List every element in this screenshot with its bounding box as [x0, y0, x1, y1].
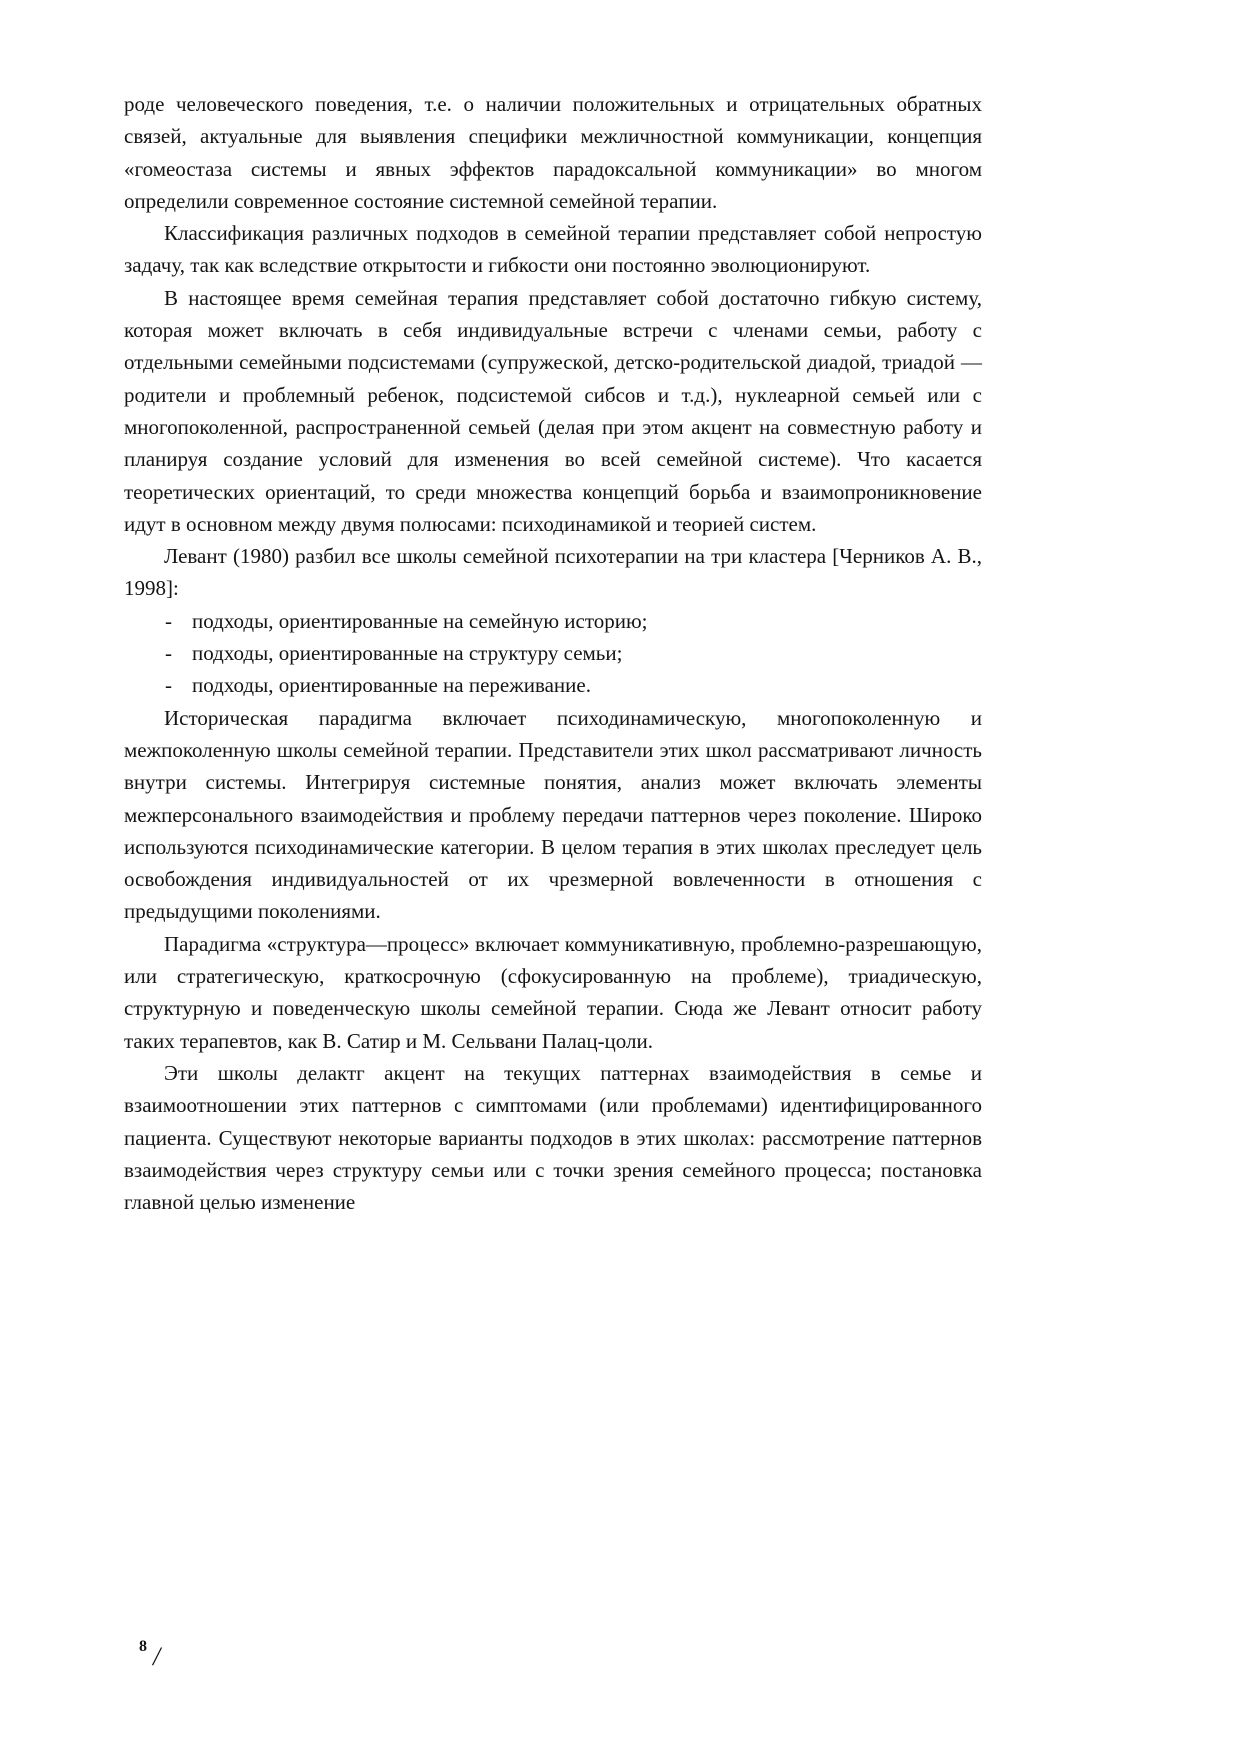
- paragraph: Эти школы делактг акцент на текущих паттернах взаимодействия в семье и взаимоотношении этих паттернов с симптомами (или проблемами) идентифицированного пациента. Существуют некоторые варианты подходов в этих школах: рассмотрение паттернов взаимодействия через структуру семьи или с точки зрения семейного процесса; постановка главной целью изменение: [124, 1060, 982, 1215]
- paragraph: В настоящее время семейная терапия представляет собой достаточно гибкую систему, которая может включать в себя индивидуальные встречи с членами семьи, работу с отдельными семейными подсистемами (супружеской, детско-родительской диадой, триадой — родители и проблемный ребенок, подсистемой сибсов и т.д.), нуклеарной семьей или с многопоколенной, распространенной семьей (делая при этом акцент на совместную работу и планируя создание условий для изменения во всей семейной системе). Что касается теоретических ориентаций, то среди множества концепций борьба и взаимопроникновение идут в основном между двумя полюсами: психодинамикой и теорией систем.: [124, 285, 982, 536]
- paragraph: Историческая парадигма включает психодинамическую, многопоколенную и межпоколенную школы семейной терапии. Представители этих школ рассматривают личность внутри системы. Интегрируя системные понятия, анализ может включать элементы межперсонального взаимодействия и проблему передачи паттернов через поколение. Широко используются психодинамические категории. В целом терапия в этих школах преследует цель освобождения индивидуальностей от их чрезмерной вовлеченности в отношения с предыдущими поколениями.: [124, 705, 982, 924]
- paragraph: Левант (1980) разбил все школы семейной психотерапии на три кластера [Черников А. В., 1998]:: [124, 544, 982, 601]
- list-item-text: подходы, ориентированные на переживание.: [192, 673, 591, 698]
- list-item-text: подходы, ориентированные на структуру семьи;: [192, 641, 623, 666]
- paragraph: Парадигма «структура—процесс» включает коммуникативную, проблемно-разрешающую, или стратегическую, краткосрочную (сфокусированную на проблеме), триадическую, структурную и поведенческую школы семейной терапии. Сюда же Левант относит работу таких терапевтов, как В. Сатир и М. Сельвани Палац-цоли.: [124, 931, 982, 1053]
- page-number: 8: [139, 1638, 147, 1655]
- list-bullet: -: [165, 673, 172, 698]
- list-bullet: -: [165, 641, 172, 666]
- paragraph-continuation: роде человеческого поведения, т.е. о наличии положительных и отрицательных обратных связей, актуальные для выявления специфики межличностной коммуникации, концепция «гомеостаза системы и явных эффектов парадоксальной коммуникации» во многом определили современное состояние системной семейной терапии.: [124, 92, 982, 213]
- list-item-text: подходы, ориентированные на семейную историю;: [192, 608, 648, 633]
- footer-slash-mark: /: [153, 1642, 161, 1671]
- paragraph: Классификация различных подходов в семейной терапии представляет собой непростую задачу, так как вследствие открытости и гибкости они постоянно эволюционируют.: [124, 221, 982, 278]
- page-footer: [139, 1638, 160, 1672]
- list-item: [124, 637, 982, 669]
- body-text: [124, 88, 982, 1218]
- list-item: [124, 669, 982, 701]
- list-item: [124, 605, 982, 637]
- cluster-list: [124, 605, 982, 702]
- list-bullet: -: [165, 608, 172, 633]
